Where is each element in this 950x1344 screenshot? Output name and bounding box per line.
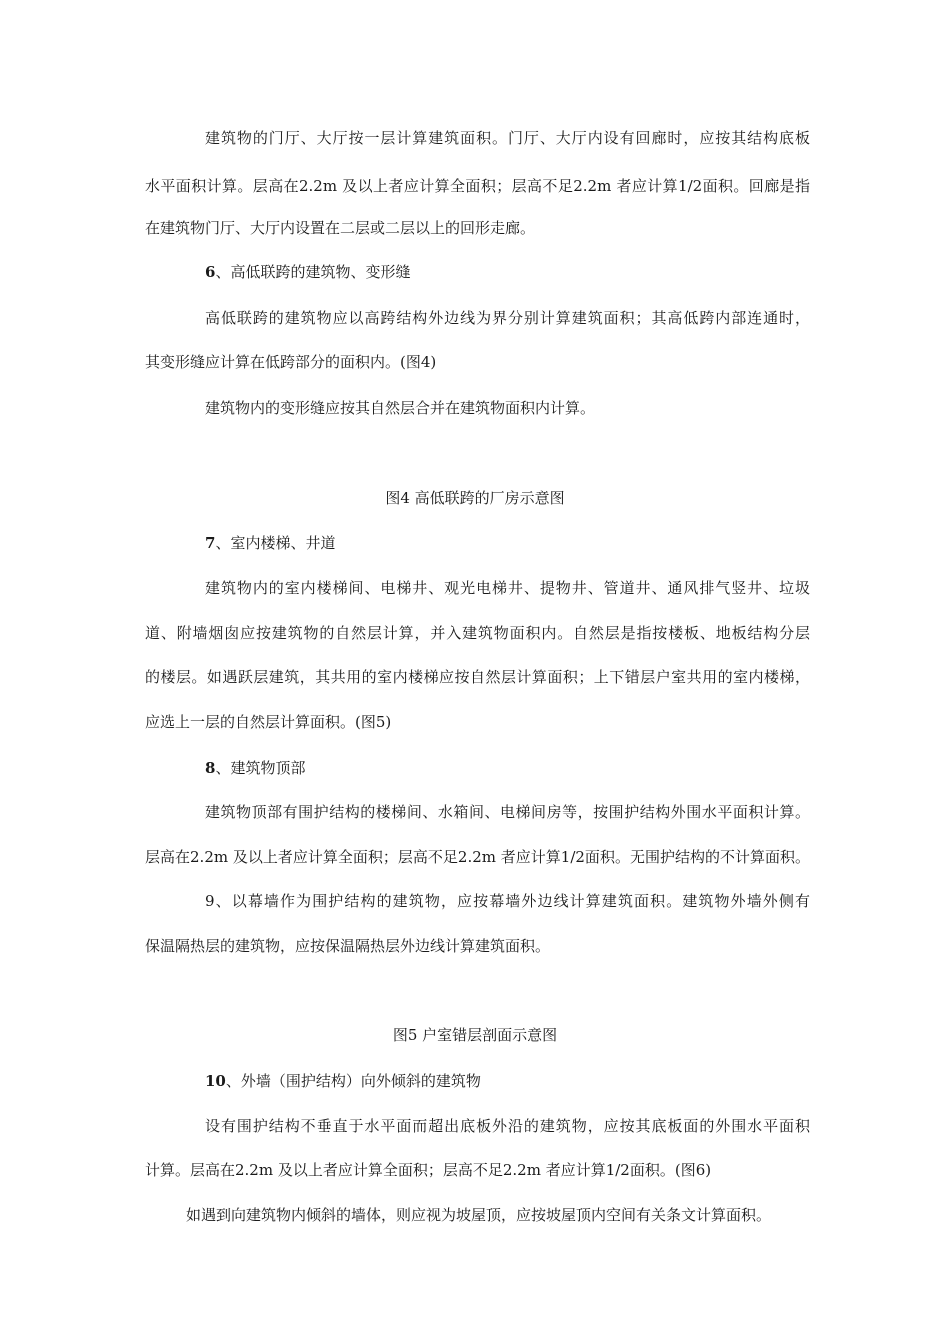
section-number: 6 xyxy=(205,263,216,281)
paragraph-line: 如遇到向建筑物内倾斜的墙体，则应视为坡屋顶，应按坡屋顶内空间有关条文计算面积。 xyxy=(186,1206,772,1224)
paragraph-line: 水平面积计算。层高在2.2m 及以上者应计算全面积；层高不足2.2m 者应计算1/2面积。回廊是指 xyxy=(145,177,810,195)
section-title: 、室内楼梯、井道 xyxy=(215,534,336,552)
section-heading-6 xyxy=(205,262,410,282)
paragraph-line: 其变形缝应计算在低跨部分的面积内。(图4) xyxy=(145,353,437,371)
section-title: 、建筑物顶部 xyxy=(215,759,306,777)
section-number: 10 xyxy=(205,1072,226,1090)
paragraph-line: 设有围护结构不垂直于水平面而超出底板外沿的建筑物，应按其底板面的外围水平面积 xyxy=(205,1117,810,1135)
paragraph-line: 建筑物顶部有围护结构的楼梯间、水箱间、电梯间房等，按围护结构外围水平面积计算。 xyxy=(205,803,810,821)
paragraph-line: 层高在2.2m 及以上者应计算全面积；层高不足2.2m 者应计算1/2面积。无围护结构的不计算面积。 xyxy=(145,848,810,866)
section-heading-7 xyxy=(205,533,335,553)
paragraph-line: 道、附墙烟囱应按建筑物的自然层计算，并入建筑物面积内。自然层是指按楼板、地板结构分层 xyxy=(145,624,810,642)
paragraph-line: 高低联跨的建筑物应以高跨结构外边线为界分别计算建筑面积；其高低跨内部连通时， xyxy=(205,309,810,327)
section-heading-10 xyxy=(205,1071,481,1091)
figure-caption-4: 图4 高低联跨的厂房示意图 xyxy=(385,489,565,507)
paragraph-line: 应选上一层的自然层计算面积。(图5) xyxy=(145,713,392,731)
section-number: 7 xyxy=(205,534,216,552)
paragraph-line: 建筑物内的变形缝应按其自然层合并在建筑物面积内计算。 xyxy=(205,399,596,417)
section-title: 、高低联跨的建筑物、变形缝 xyxy=(215,263,411,281)
section-title: 、外墙（围护结构）向外倾斜的建筑物 xyxy=(225,1072,481,1090)
paragraph-line: 计算。层高在2.2m 及以上者应计算全面积；层高不足2.2m 者应计算1/2面积。(图6) xyxy=(145,1161,712,1179)
section-number: 8 xyxy=(205,759,216,777)
paragraph-line: 建筑物的门厅、大厅按一层计算建筑面积。门厅、大厅内设有回廊时，应按其结构底板 xyxy=(205,129,810,147)
paragraph-line: 9、以幕墙作为围护结构的建筑物，应按幕墙外边线计算建筑面积。建筑物外墙外侧有 xyxy=(205,892,810,910)
paragraph-line: 的楼层。如遇跃层建筑，其共用的室内楼梯应按自然层计算面积；上下错层户室共用的室内楼梯， xyxy=(145,668,810,686)
paragraph-line: 在建筑物门厅、大厅内设置在二层或二层以上的回形走廊。 xyxy=(145,219,536,237)
figure-caption-5: 图5 户室错层剖面示意图 xyxy=(392,1026,558,1044)
paragraph-line: 建筑物内的室内楼梯间、电梯井、观光电梯井、提物井、管道井、通风排气竖井、垃圾 xyxy=(205,579,810,597)
section-heading-8 xyxy=(205,758,305,778)
paragraph-line: 保温隔热层的建筑物，应按保温隔热层外边线计算建筑面积。 xyxy=(145,937,551,955)
